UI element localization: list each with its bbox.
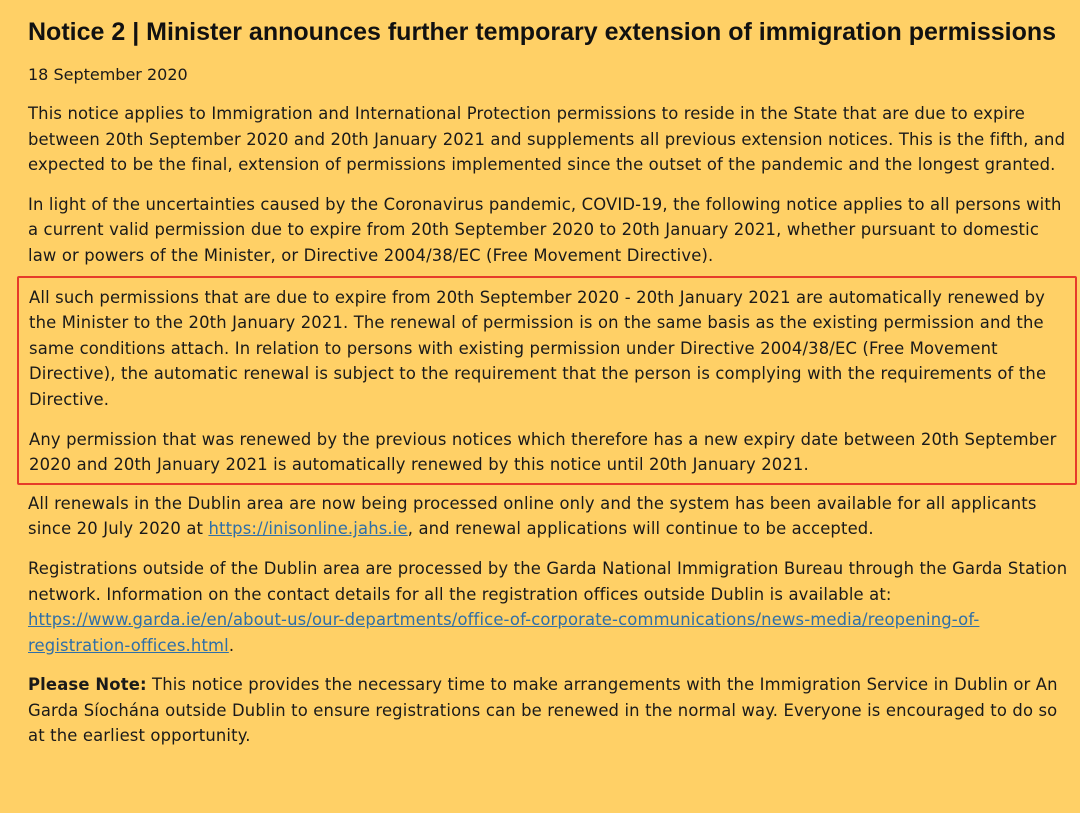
- dublin-renewals-text-end: , and renewal applications will continue to be accepted.: [407, 519, 874, 539]
- outside-dublin-text: Registrations outside of the Dublin area are processed by the Garda National Immigration Bureau through the Garda Station network. Information on the contact details for all the registration offices outside Dublin is available at:: [28, 558, 1068, 604]
- dublin-renewals-text: All renewals in the Dublin area are now being processed online only and the system has been available for all applicants since 20 July 2020 at: [28, 493, 1037, 539]
- paragraph-outside-dublin: [28, 556, 1070, 658]
- paragraph-scope: This notice applies to Immigration and International Protection permissions to reside in the State that are due to expire between 20th September 2020 and 20th January 2021 and supplements all previous extension notices. This is the fifth, and expected to be the final, extension of permissions implemented since the outset of the pandemic and the longest granted.: [28, 104, 1066, 175]
- garda-registration-offices-link[interactable]: https://www.garda.ie/en/about-us/our-departments/office-of-corporate-communications/news-media/reopening-of-registration-offices.html: [28, 610, 980, 655]
- paragraph-dublin-renewals: [28, 491, 1070, 542]
- please-note-label: Please Note:: [28, 675, 147, 695]
- paragraph-previous-notices: Any permission that was renewed by the previous notices which therefore has a new expiry date between 20th September 2020 and 20th January 2021 is automatically renewed by this notice until 20th January 2021.: [29, 429, 1057, 475]
- paragraph-covid: In light of the uncertainties caused by the Coronavirus pandemic, COVID-19, the following notice applies to all persons with a current valid permission due to expire from 20th September 2020 to 20th January 2021, whether pursuant to domestic law or powers of the Minister, or Directive 2004/38/EC (Free Movement Directive).: [28, 194, 1062, 265]
- paragraph-please-note: [28, 672, 1070, 749]
- highlighted-section: [17, 276, 1077, 485]
- please-note-text: This notice provides the necessary time to make arrangements with the Immigration Service in Dublin or An Garda Síochána outside Dublin to ensure registrations can be renewed in the normal way. Everyone is encouraged to do so at the earliest opportunity.: [28, 675, 1058, 746]
- paragraph-automatic-renewal: All such permissions that are due to expire from 20th September 2020 - 20th January 2021 are automatically renewed by the Minister to the 20th January 2021. The renewal of permission is on the same basis as the existing permission and the same conditions attach. In relation to persons with existing permission under Directive 2004/38/EC (Free Movement Directive), the automatic renewal is subject to the requirement that the person is complying with the requirements of the Directive.: [29, 287, 1047, 409]
- publish-date: 18 September 2020: [28, 65, 188, 84]
- page-title: Notice 2 | Minister announces further temporary extension of immigration permissions: [28, 18, 1057, 46]
- outside-dublin-text-end: .: [228, 635, 235, 655]
- inis-online-link[interactable]: https://inisonline.jahs.ie: [208, 519, 408, 539]
